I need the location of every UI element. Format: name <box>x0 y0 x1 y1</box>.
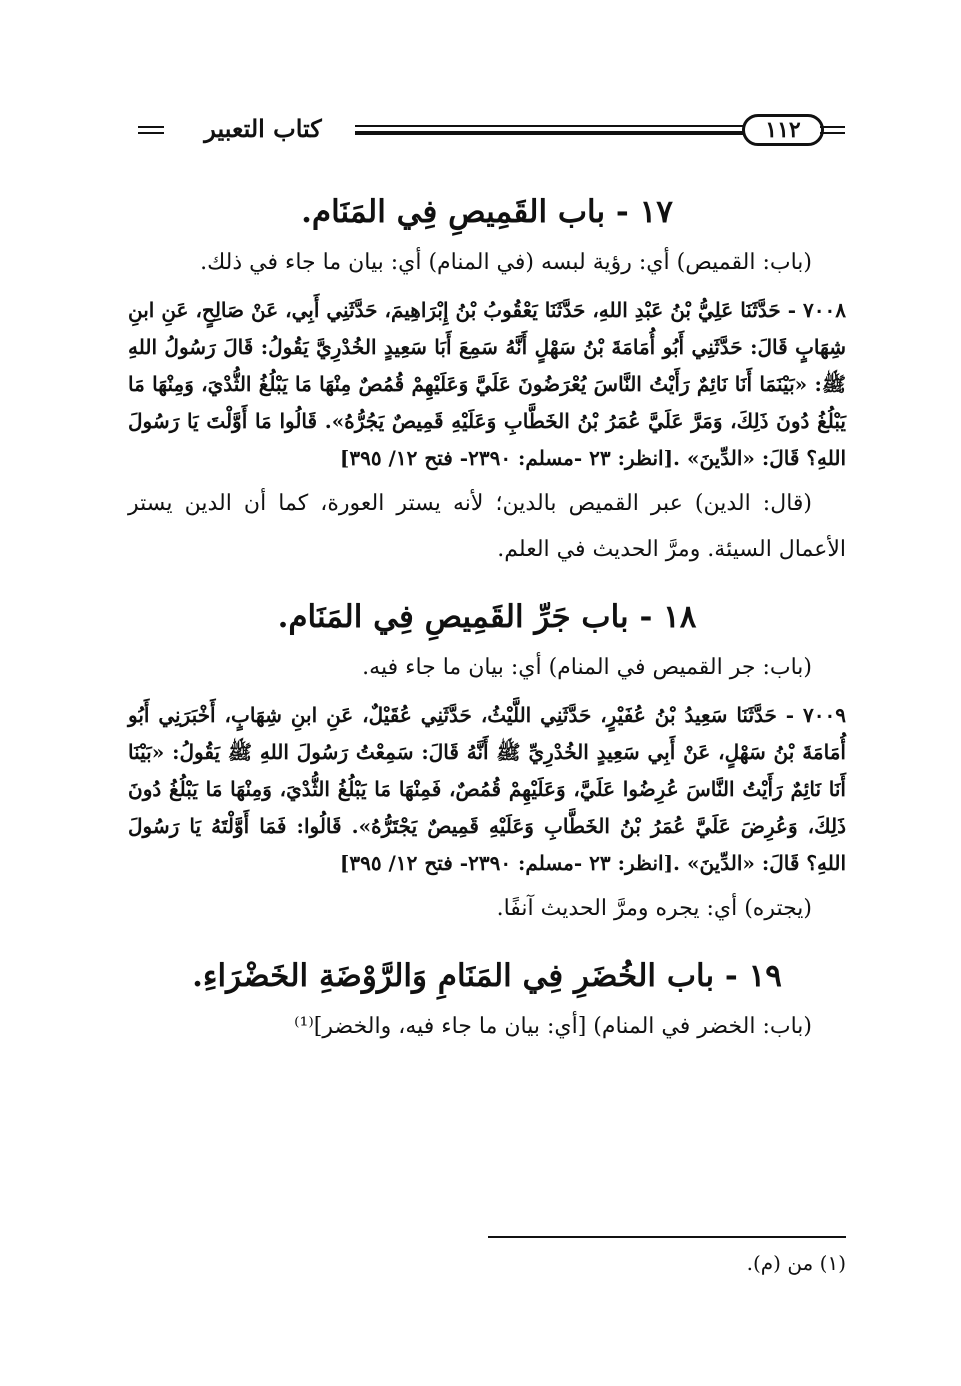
header-ornament-left <box>138 126 164 134</box>
section-19 <box>128 954 846 1050</box>
section-18 <box>128 595 846 932</box>
header-rule <box>355 125 745 135</box>
footnote: (١) من (م). <box>746 1251 846 1275</box>
chapter-intro: (باب: جر القميص في المنام) أي: بيان ما جاء فيه. <box>362 655 812 680</box>
chapter-title: ١٨ - باب جَرِّ القَمِيصِ فِي المَنَام. <box>277 599 697 635</box>
commentary: (يجتره) أي: يجره ومرَّ الحديث آنفًا. <box>496 896 812 921</box>
hadith-text: ٧٠٠٩ - حَدَّثَنَا سَعِيدُ بْنُ عُفَيْرٍ، حَدَّثَنِي اللَّيْثُ، حَدَّثَنِي عُقَيْلٌ، عَنِ ابنِ شِهَابٍ، أَخْبَرَنِي أَبُو أُمَامَةَ بْنُ سَهْلٍ، عَنْ أَبِي سَعِيدٍ الخُدْرِيِّ ﷺ أَنَّهُ قَالَ: سَمِعْتُ رَسُولَ اللهِ ﷺ يَقُولُ: «بَيْنَا أَنَا نَائِمٌ رَأَيْتُ النَّاسَ عُرِضُوا عَلَيَّ، وَعَلَيْهِمْ قُمُصٌ، فَمِنْهَا مَا يَبْلُغُ الثُّدْيَ، وَمِنْهَا مَا يَبْلُغُ دُونَ ذَلِكَ، وَعُرِضَ عَلَيَّ عُمَرُ بْنُ الخَطَّابِ وَعَلَيْهِ قَمِيصٌ يَجْتَرُّهُ». قَالُوا: فَمَا أَوَّلْتَهُ يَا رَسُولَ اللهِ؟ قَالَ: «الدِّينَ» .[انظر: ٢٣ -مسلم: ٢٣٩٠- فتح ١٢/ ٣٩٥] <box>128 703 846 875</box>
footnote-divider <box>488 1236 846 1238</box>
chapter-title: ١٧ - باب القَمِيصِ فِي المَنَام. <box>301 194 673 230</box>
page-number: ١١٢ <box>742 114 824 146</box>
hadith-text: ٧٠٠٨ - حَدَّثَنَا عَلِيُّ بْنُ عَبْدِ اللهِ، حَدَّثَنَا يَعْقُوبُ بْنُ إِبْرَاهِيمَ، حَدَّثَنِي أَبِي، عَنْ صَالِحٍ، عَنِ ابنِ شِهَابٍ قَالَ: حَدَّثَنِي أَبُو أُمَامَةَ بْنُ سَهْلٍ أَنَّهُ سَمِعَ أَبَا سَعِيدٍ الخُدْرِيَّ يَقُولُ: قَالَ رَسُولُ اللهِ ﷺ: «بَيْنَمَا أَنَا نَائِمٌ رَأَيْتُ النَّاسَ يُعْرَضُونَ عَلَيَّ وَعَلَيْهِمْ قُمُصٌ مِنْهَا مَا يَبْلُغُ الثُّدْيَ، وَمِنْهَا مَا يَبْلُغُ دُونَ ذَلِكَ، وَمَرَّ عَلَيَّ عُمَرُ بْنُ الخَطَّابِ وَعَلَيْهِ قَمِيصٌ يَجُرُّهُ». قَالُوا مَا أَوَّلْتَ يَا رَسُولَ اللهِ؟ قَالَ: «الدِّينَ» .[انظر: ٢٣ -مسلم: ٢٣٩٠- فتح ١٢/ ٣٩٥] <box>128 298 846 470</box>
section-17 <box>128 190 846 573</box>
page-body <box>128 190 846 1050</box>
chapter-title: ١٩ - باب الخُضَرِ فِي المَنَامِ وَالرَّوْضَةِ الخَضْرَاءِ. <box>192 958 782 994</box>
header-ornament-right <box>820 126 845 134</box>
chapter-intro: (باب: القميص) أي: رؤية لبسه (في المنام) أي: بيان ما جاء في ذلك. <box>200 250 812 275</box>
page-header <box>130 112 845 152</box>
book-title: كتاب التعبير <box>204 114 322 143</box>
chapter-intro: (باب: الخضر في المنام) [أي: بيان ما جاء فيه، والخضر]⁽¹⁾ <box>294 1014 812 1039</box>
commentary: (قال: الدين) عبر القميص بالدين؛ لأنه يستر العورة، كما أن الدين يستر الأعمال السيئة. ومرَّ الحديث في العلم. <box>128 491 846 562</box>
